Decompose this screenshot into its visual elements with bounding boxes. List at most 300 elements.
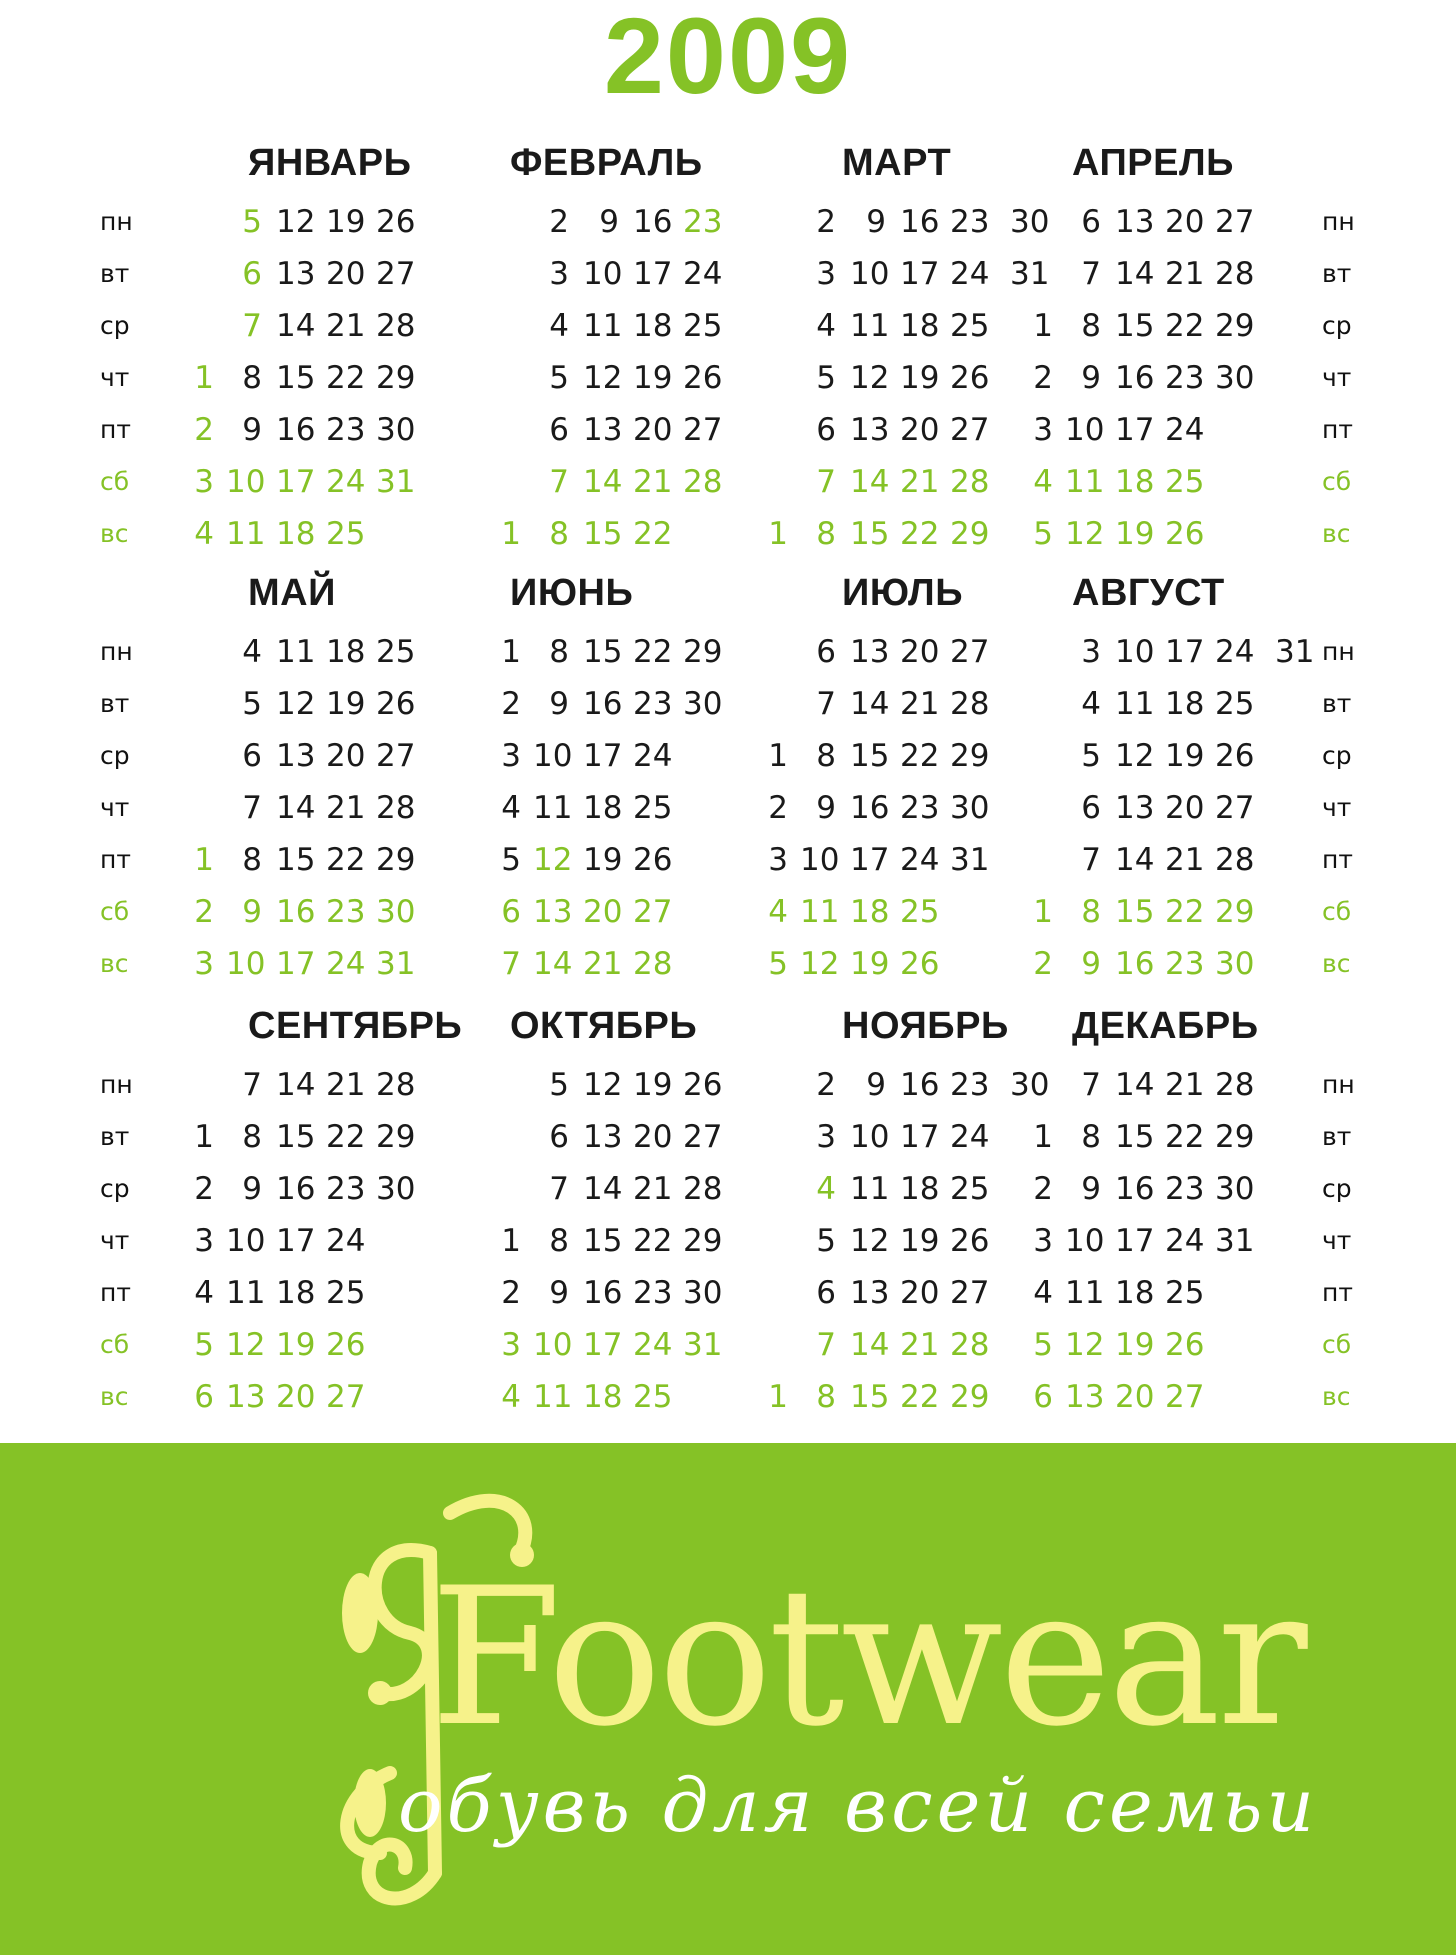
- day-number: 27: [326, 1379, 366, 1415]
- month-name: ФЕВРАЛЬ: [510, 142, 703, 184]
- weekday-label: чт: [1322, 1226, 1352, 1255]
- day-number: 20: [1115, 1379, 1155, 1415]
- day-number: 21: [1165, 842, 1205, 878]
- day-number: 12: [276, 204, 316, 240]
- day-number: 18: [1115, 464, 1155, 500]
- day-number: 17: [276, 1223, 316, 1259]
- day-number: 25: [1165, 464, 1205, 500]
- day-number: 31: [1010, 256, 1050, 292]
- day-number: 4: [194, 1275, 214, 1311]
- day-number: 21: [1165, 1067, 1205, 1103]
- day-number: 19: [276, 1327, 316, 1363]
- week-row: [178, 1371, 448, 1423]
- day-number: 5: [1033, 516, 1053, 552]
- weekday-label: пт: [1322, 845, 1353, 874]
- day-number: 17: [1115, 412, 1155, 448]
- day-number: 13: [533, 894, 573, 930]
- day-number: 23: [633, 686, 673, 722]
- weekday-label: пт: [100, 1278, 131, 1307]
- day-number: 17: [276, 464, 316, 500]
- day-number: 16: [1115, 360, 1155, 396]
- day-number: 30: [683, 686, 723, 722]
- day-number: 28: [950, 464, 990, 500]
- day-number: 20: [900, 1275, 940, 1311]
- day-number: 29: [683, 634, 723, 670]
- week-row: [178, 300, 448, 352]
- day-number: 29: [1215, 894, 1255, 930]
- day-number: 17: [276, 946, 316, 982]
- day-number: 31: [1215, 1223, 1255, 1259]
- day-number: 23: [326, 1171, 366, 1207]
- day-number: 2: [501, 686, 521, 722]
- week-row: [1017, 404, 1287, 456]
- day-number: 7: [242, 1067, 262, 1103]
- day-number: 18: [900, 308, 940, 344]
- day-number: 9: [242, 1171, 262, 1207]
- week-row: [178, 1319, 448, 1371]
- week-row: [1017, 834, 1287, 886]
- month: [752, 562, 1022, 982]
- weekday-labels-left: [100, 196, 162, 560]
- weekday-label: вт: [100, 689, 130, 718]
- day-number: 29: [376, 842, 416, 878]
- weekday-label: пн: [100, 637, 133, 666]
- day-number: 21: [326, 790, 366, 826]
- day-number: 21: [1165, 256, 1205, 292]
- week-row: [178, 456, 448, 508]
- month: [178, 132, 448, 552]
- day-number: 5: [1081, 738, 1101, 774]
- day-number: 1: [194, 360, 214, 396]
- day-number: 19: [1165, 738, 1205, 774]
- quarter-block: [0, 562, 1456, 982]
- day-number: 13: [276, 738, 316, 774]
- week-row: [752, 834, 1022, 886]
- week-row: [752, 626, 1022, 678]
- day-number: 7: [549, 1171, 569, 1207]
- day-number: 10: [226, 1223, 266, 1259]
- day-number: 27: [633, 894, 673, 930]
- weekday-label: вс: [100, 519, 129, 548]
- month-name: НОЯБРЬ: [842, 1005, 1009, 1047]
- day-number: 3: [549, 256, 569, 292]
- day-number: 17: [1165, 634, 1205, 670]
- day-number: 24: [1165, 1223, 1205, 1259]
- day-number: 12: [276, 686, 316, 722]
- day-number: 16: [900, 204, 940, 240]
- day-number: 5: [242, 204, 262, 240]
- day-number: 2: [1033, 946, 1053, 982]
- day-number: 8: [549, 634, 569, 670]
- month: [485, 995, 755, 1415]
- day-number: 27: [376, 256, 416, 292]
- day-number: 26: [376, 204, 416, 240]
- day-number: 15: [276, 842, 316, 878]
- week-row: [752, 352, 1022, 404]
- day-number: 22: [1165, 308, 1205, 344]
- month-days: [1017, 1059, 1287, 1423]
- week-row: [178, 886, 448, 938]
- weekday-label: пт: [1322, 415, 1353, 444]
- day-number: 27: [950, 634, 990, 670]
- day-number: 20: [633, 1119, 673, 1155]
- day-number: 6: [1081, 790, 1101, 826]
- month-name: МАРТ: [842, 142, 952, 184]
- day-number: 17: [1115, 1223, 1155, 1259]
- week-row: [1017, 1163, 1287, 1215]
- weekday-labels-left: [100, 626, 162, 990]
- month-days: [752, 1059, 1050, 1423]
- day-number: 7: [242, 308, 262, 344]
- day-number: 14: [850, 1327, 890, 1363]
- day-number: 22: [900, 516, 940, 552]
- day-number: 28: [376, 1067, 416, 1103]
- month-name: СЕНТЯБРЬ: [248, 1005, 463, 1047]
- day-number: 13: [850, 1275, 890, 1311]
- week-row: [178, 782, 448, 834]
- month-name: ОКТЯБРЬ: [510, 1005, 698, 1047]
- day-number: 15: [276, 360, 316, 396]
- month-days: [1017, 196, 1287, 560]
- day-number: 15: [1115, 1119, 1155, 1155]
- day-number: 5: [501, 842, 521, 878]
- day-number: 25: [376, 634, 416, 670]
- day-number: 17: [850, 842, 890, 878]
- day-number: 14: [850, 464, 890, 500]
- day-number: 3: [816, 256, 836, 292]
- day-number: 6: [501, 894, 521, 930]
- week-row: [1017, 678, 1287, 730]
- day-number: 11: [1115, 686, 1155, 722]
- day-number: 30: [376, 412, 416, 448]
- day-number: 29: [376, 360, 416, 396]
- weekday-label: чт: [100, 1226, 130, 1255]
- day-number: 22: [900, 738, 940, 774]
- day-number: 31: [1275, 634, 1315, 670]
- week-row: [1017, 1059, 1287, 1111]
- week-row: [485, 626, 755, 678]
- day-number: 22: [326, 360, 366, 396]
- day-number: 30: [683, 1275, 723, 1311]
- day-number: 15: [1115, 308, 1155, 344]
- weekday-label: чт: [100, 363, 130, 392]
- day-number: 22: [326, 842, 366, 878]
- day-number: 16: [583, 686, 623, 722]
- day-number: 29: [1215, 308, 1255, 344]
- day-number: 24: [633, 738, 673, 774]
- day-number: 17: [633, 256, 673, 292]
- month: [1017, 562, 1315, 982]
- week-row: [752, 456, 1022, 508]
- day-number: 11: [583, 308, 623, 344]
- day-number: 18: [633, 308, 673, 344]
- day-number: 10: [1065, 1223, 1105, 1259]
- month-days: [752, 626, 1022, 990]
- day-number: 4: [1033, 1275, 1053, 1311]
- day-number: 21: [900, 686, 940, 722]
- day-number: 14: [1115, 842, 1155, 878]
- quarter-block: [0, 995, 1456, 1415]
- day-number: 10: [1115, 634, 1155, 670]
- day-number: 6: [549, 1119, 569, 1155]
- month-days: [178, 1059, 448, 1423]
- weekday-label: ср: [1322, 1174, 1352, 1203]
- day-number: 1: [501, 516, 521, 552]
- brand-banner: [0, 1443, 1456, 1955]
- day-number: 3: [1081, 634, 1101, 670]
- weekday-label: сб: [100, 897, 130, 926]
- week-row: [752, 1111, 1022, 1163]
- day-number: 6: [242, 738, 262, 774]
- day-number: 27: [683, 1119, 723, 1155]
- day-number: 26: [683, 360, 723, 396]
- weekday-label: сб: [1322, 1330, 1352, 1359]
- week-row: [178, 1163, 448, 1215]
- weekday-label: сб: [1322, 897, 1352, 926]
- week-row: [178, 508, 448, 560]
- day-number: 21: [633, 1171, 673, 1207]
- day-number: 6: [816, 634, 836, 670]
- day-number: 18: [900, 1171, 940, 1207]
- day-number: 21: [326, 308, 366, 344]
- week-row: [1017, 1371, 1287, 1423]
- day-number: 3: [501, 1327, 521, 1363]
- month: [1017, 132, 1287, 552]
- weekday-label: ср: [1322, 311, 1352, 340]
- week-row: [1017, 1215, 1287, 1267]
- week-row: [752, 886, 1022, 938]
- day-number: 8: [549, 1223, 569, 1259]
- day-number: 31: [376, 946, 416, 982]
- day-number: 23: [900, 790, 940, 826]
- day-number: 14: [583, 1171, 623, 1207]
- week-row: [178, 352, 448, 404]
- day-number: 22: [633, 1223, 673, 1259]
- week-row: [178, 196, 448, 248]
- week-row: [178, 1215, 448, 1267]
- weekday-label: пн: [1322, 207, 1355, 236]
- day-number: 10: [800, 842, 840, 878]
- day-number: 28: [1215, 256, 1255, 292]
- month: [1017, 995, 1287, 1415]
- day-number: 29: [376, 1119, 416, 1155]
- month-days: [1017, 626, 1315, 990]
- day-number: 27: [1165, 1379, 1205, 1415]
- day-number: 12: [1115, 738, 1155, 774]
- day-number: 16: [850, 790, 890, 826]
- day-number: 27: [950, 1275, 990, 1311]
- weekday-label: вс: [1322, 519, 1351, 548]
- day-number: 7: [1081, 1067, 1101, 1103]
- week-row: [1017, 508, 1287, 560]
- day-number: 14: [583, 464, 623, 500]
- weekday-label: пт: [100, 845, 131, 874]
- day-number: 3: [501, 738, 521, 774]
- weekday-label: вс: [1322, 1382, 1351, 1411]
- day-number: 13: [1065, 1379, 1105, 1415]
- day-number: 20: [900, 412, 940, 448]
- day-number: 15: [850, 1379, 890, 1415]
- day-number: 1: [768, 516, 788, 552]
- day-number: 20: [1165, 790, 1205, 826]
- day-number: 7: [1081, 256, 1101, 292]
- day-number: 28: [950, 1327, 990, 1363]
- day-number: 25: [683, 308, 723, 344]
- day-number: 13: [583, 412, 623, 448]
- day-number: 2: [816, 204, 836, 240]
- day-number: 23: [1165, 946, 1205, 982]
- day-number: 14: [1115, 256, 1155, 292]
- month: [485, 562, 755, 982]
- day-number: 28: [633, 946, 673, 982]
- day-number: 26: [633, 842, 673, 878]
- day-number: 6: [1081, 204, 1101, 240]
- week-row: [1017, 352, 1287, 404]
- weekday-label: вт: [1322, 689, 1352, 718]
- week-row: [485, 456, 755, 508]
- week-row: [485, 1163, 755, 1215]
- day-number: 21: [900, 1327, 940, 1363]
- day-number: 13: [1115, 204, 1155, 240]
- weekday-label: чт: [100, 793, 130, 822]
- day-number: 5: [194, 1327, 214, 1363]
- weekday-label: пт: [100, 415, 131, 444]
- day-number: 2: [549, 204, 569, 240]
- day-number: 25: [1165, 1275, 1205, 1311]
- month: [752, 132, 1050, 552]
- day-number: 19: [850, 946, 890, 982]
- week-row: [485, 678, 755, 730]
- week-row: [485, 938, 755, 990]
- day-number: 2: [194, 894, 214, 930]
- day-number: 9: [866, 204, 886, 240]
- day-number: 30: [1010, 204, 1050, 240]
- month-days: [752, 196, 1050, 560]
- day-number: 5: [549, 360, 569, 396]
- day-number: 23: [950, 204, 990, 240]
- day-number: 23: [1165, 1171, 1205, 1207]
- day-number: 1: [194, 1119, 214, 1155]
- day-number: 22: [1165, 1119, 1205, 1155]
- weekday-label: ср: [1322, 741, 1352, 770]
- day-number: 4: [549, 308, 569, 344]
- day-number: 11: [1065, 464, 1105, 500]
- day-number: 19: [633, 360, 673, 396]
- day-number: 2: [194, 412, 214, 448]
- month: [752, 995, 1050, 1415]
- week-row: [485, 508, 755, 560]
- day-number: 23: [1165, 360, 1205, 396]
- day-number: 23: [326, 894, 366, 930]
- day-number: 11: [226, 516, 266, 552]
- weekday-label: ср: [100, 311, 130, 340]
- day-number: 15: [276, 1119, 316, 1155]
- day-number: 21: [326, 1067, 366, 1103]
- day-number: 28: [1215, 842, 1255, 878]
- day-number: 10: [850, 256, 890, 292]
- week-row: [485, 196, 755, 248]
- day-number: 9: [242, 412, 262, 448]
- day-number: 26: [900, 946, 940, 982]
- day-number: 17: [900, 256, 940, 292]
- day-number: 1: [501, 634, 521, 670]
- day-number: 9: [1081, 1171, 1101, 1207]
- weekday-label: пн: [1322, 637, 1355, 666]
- day-number: 4: [816, 308, 836, 344]
- day-number: 20: [583, 894, 623, 930]
- day-number: 9: [549, 1275, 569, 1311]
- day-number: 3: [816, 1119, 836, 1155]
- day-number: 8: [242, 1119, 262, 1155]
- day-number: 12: [583, 360, 623, 396]
- day-number: 26: [950, 1223, 990, 1259]
- day-number: 20: [326, 738, 366, 774]
- day-number: 24: [633, 1327, 673, 1363]
- month-days: [178, 196, 448, 560]
- day-number: 22: [1165, 894, 1205, 930]
- day-number: 26: [683, 1067, 723, 1103]
- day-number: 11: [850, 1171, 890, 1207]
- week-row: [485, 1111, 755, 1163]
- week-row: [178, 678, 448, 730]
- day-number: 14: [850, 686, 890, 722]
- day-number: 23: [950, 1067, 990, 1103]
- day-number: 29: [1215, 1119, 1255, 1155]
- week-row: [485, 1059, 755, 1111]
- day-number: 13: [1115, 790, 1155, 826]
- day-number: 28: [950, 686, 990, 722]
- day-number: 24: [326, 1223, 366, 1259]
- day-number: 29: [950, 516, 990, 552]
- day-number: 1: [194, 842, 214, 878]
- week-row: [1017, 1111, 1287, 1163]
- day-number: 8: [1081, 308, 1101, 344]
- week-row: [752, 404, 1022, 456]
- month-days: [485, 196, 755, 560]
- week-row: [485, 834, 755, 886]
- day-number: 1: [1033, 308, 1053, 344]
- day-number: 20: [1165, 204, 1205, 240]
- day-number: 16: [583, 1275, 623, 1311]
- month-days: [485, 626, 755, 990]
- day-number: 8: [1081, 1119, 1101, 1155]
- weekday-labels-left: [100, 1059, 162, 1423]
- weekday-label: сб: [1322, 467, 1352, 496]
- weekday-label: пт: [1322, 1278, 1353, 1307]
- day-number: 5: [1033, 1327, 1053, 1363]
- day-number: 11: [1065, 1275, 1105, 1311]
- month-name: МАЙ: [248, 572, 336, 614]
- day-number: 4: [194, 516, 214, 552]
- day-number: 25: [1215, 686, 1255, 722]
- day-number: 22: [633, 516, 673, 552]
- day-number: 24: [1215, 634, 1255, 670]
- day-number: 27: [1215, 204, 1255, 240]
- week-row: [752, 248, 1050, 300]
- day-number: 10: [1065, 412, 1105, 448]
- day-number: 4: [501, 1379, 521, 1415]
- weekday-label: вс: [100, 1382, 129, 1411]
- day-number: 3: [194, 1223, 214, 1259]
- month-days: [485, 1059, 755, 1423]
- day-number: 11: [533, 1379, 573, 1415]
- weekday-label: чт: [1322, 793, 1352, 822]
- day-number: 2: [194, 1171, 214, 1207]
- day-number: 24: [900, 842, 940, 878]
- day-number: 18: [276, 1275, 316, 1311]
- day-number: 7: [242, 790, 262, 826]
- day-number: 26: [1215, 738, 1255, 774]
